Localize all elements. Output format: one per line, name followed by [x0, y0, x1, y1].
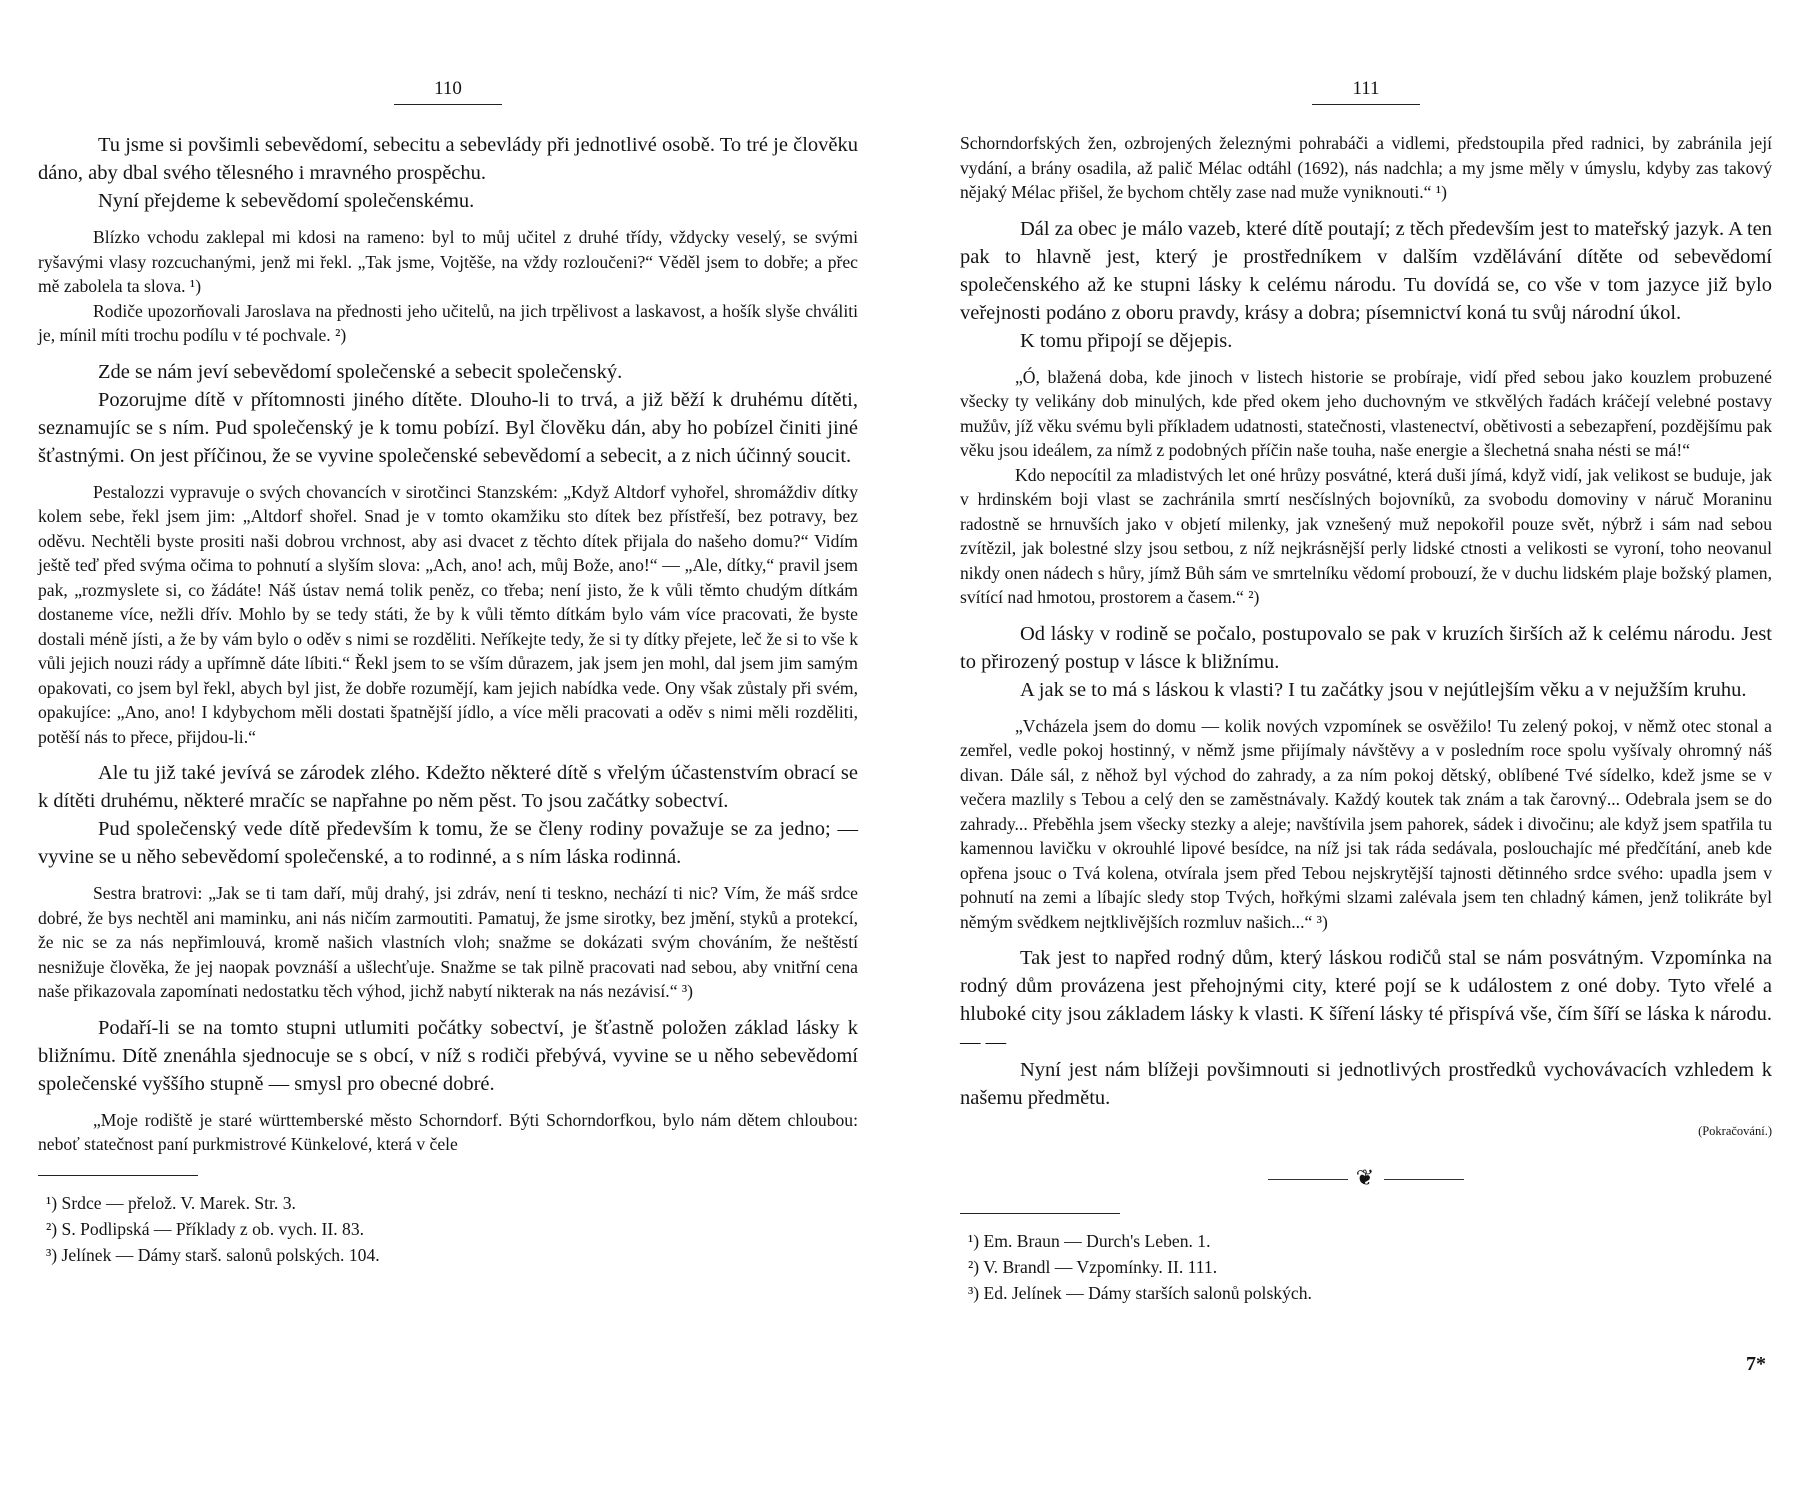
header-rule	[1312, 104, 1420, 105]
right-footnotes	[960, 1228, 1772, 1306]
paragraph: Sestra bratrovi: „Jak se ti tam daří, můj drahý, jsi zdráv, není ti teskno, nechází ti nic? Vím, že máš srdce dobré, že bys nechtěl ani maminku, ani nás ničím zarmoutiti. Pamatuj, že jsme sirotky, bez jmění, styků a protekcí, že nic se za nás nepřimlouvá, kromě našich vlastních vloh; snažme se dokázati svým chováním, že neštěstí nesnižuje člověka, že jej naopak povznáší a ušlechťuje. Snažme se tak pilně pracovati nad sebou, aby vnitřní cena naše přikazovala zapomínati nedostatku těch výhod, jichž nabytí nikterak na nás nezávisí.“ ³)	[38, 883, 858, 1001]
paragraph: Od lásky v rodině se počalo, postupovalo se pak v kruzích širších až k celému národu. Jest to přirozený postup v lásce k bližnímu.	[960, 622, 1772, 673]
page-number-left: 110	[434, 78, 462, 99]
paragraph: Nyní jest nám blížeji povšimnouti si jednotlivých prostředků vychovávacích vzhledem k našemu předmětu.	[960, 1059, 1772, 1109]
footnote: ²) V. Brandl — Vzpomínky. II. 111.	[968, 1257, 1218, 1277]
paragraph: „Moje rodiště je staré württemberské město Schorndorf. Býti Schorndorfkou, bylo nám dětem chloubou: neboť statečnost paní purkmistrové Künkelové, která v čele	[38, 1109, 858, 1154]
footnote: ¹) Em. Braun — Durch's Leben. 1.	[968, 1231, 1211, 1251]
footnote: ³) Ed. Jelínek — Dámy starších salonů polských.	[968, 1283, 1312, 1303]
paragraph: Dál za obec je málo vazeb, které dítě poutají; z těch především jest to mateřský jazyk. A ten pak to hlavně jest, který je prostředníkem v dalším vzdělávání dítěte od sebevědomí společenského až ke stupni lásky k celému národu. Tu dovídá se, co vše v tom jazyce již bylo veřejnosti podáno z oboru pravdy, krásy a dobra; písemnictví koná tu svůj národní úkol.	[960, 217, 1772, 324]
footnote: ³) Jelínek — Dámy starš. salonů polských. 104.	[46, 1244, 380, 1265]
paragraph: A jak se to má s láskou k vlasti? I tu začátky jsou v nejútlejším věku a v nejužším kruhu.	[1020, 678, 1747, 701]
paragraph: K tomu připojí se dějepis.	[1020, 329, 1233, 352]
right-body	[960, 131, 1772, 1112]
paragraph: Rodiče upozorňovali Jaroslava na přednosti jeho učitelů, na jich trpělivost a laskavost, a hošík slyše chváliti je, mínil míti trochu podílu v té pochvale. ²)	[38, 300, 858, 345]
paragraph: „Ó, blažená doba, kde jinoch v listech historie se probíraje, vidí před sebou jako kouzlem probuzené všecky ty velikány dob minulých, kde před okem jeho duchovným ve stkvělých řadách kráčejí velebné postavy mužův, jíž věku svému byli příkladem udatnosti, statečnosti, vlastenectví, obětivosti a sebezapření, pozdějšímu pak věku jsou ideálem, za nímž z podobných příčin naše touha, naše energie a šlechetná snaha nésti se má!“	[960, 366, 1772, 460]
footnote-rule	[38, 1175, 198, 1176]
paragraph: Tak jest to napřed rodný dům, který láskou rodičů stal se nám posvátným. Vzpomínka na rodný dům provázena jest přehojnými city, které pojí se k událostem z oné doby. Tyto vřelé a hluboké city jsou základem lásky k vlasti. K šíření lásky té přispívá vše, čím šíří se láska k národu. — —	[960, 947, 1772, 1053]
paragraph: Kdo nepocítil za mladistvých let oné hrůzy posvátné, která duši jímá, když vidí, jak velikost se buduje, jak v hrdinském boji vlast se zachránila smrtí nesčíslných bojovníků, za svobodu domoviny v náruč Moraninu radostně se hrnuvších jako v objetí milenky, jak vznešený muž nepokořil pouze svět, nýbrž i sám nad sebou zvítězil, jak bolestné slzy jsou setbou, z níž nejkrásnější perly lidské ctnosti a velikosti se vyroní, toho neovanul nikdy onen nádech s hůry, jímž Bůh sám ve smrtelníku vědomí probouzí, že v duchu lidském plaje božský plamen, svítící nad hmotou, prostorem a časem.“ ²)	[960, 464, 1772, 607]
paragraph: Nyní přejdeme k sebevědomí společenskému.	[98, 190, 475, 212]
signature-mark: 7*	[1746, 1353, 1766, 1375]
left-body	[38, 131, 858, 1157]
page-number-right: 111	[1352, 78, 1380, 99]
ornament-divider	[960, 1165, 1772, 1191]
paragraph: Tu jsme si povšimli sebevědomí, sebecitu a sebevlády při jednotlivé osobě. To tré je člověku dáno, aby dbal svého tělesného i mravného prospěchu.	[38, 134, 858, 184]
header-rule	[394, 104, 502, 105]
paragraph: Blízko vchodu zaklepal mi kdosi na rameno: byl to můj učitel z druhé třídy, vždycky veselý, se svými ryšavými vlasy rozcuchanými, jenž mi řekl. „Tak jsme, Vojtěše, na vždy rozloučeni?“ Věděl jsem to dobře; a přec mě zabolela ta slova. ¹)	[38, 227, 858, 296]
paragraph: Ale tu již také jevívá se zárodek zlého. Kdežto některé dítě s vřelým účastenstvím obrací se k dítěti druhému, některé mračíc se napřahne po něm pěst. To jsou začátky sobectví.	[38, 762, 858, 812]
paragraph: Zde se nám jeví sebevědomí společenské a sebecit společenský.	[98, 360, 623, 383]
paragraph: Pud společenský vede dítě především k tomu, že se členy rodiny považuje se za jedno; — vyvine se u něho sebevědomí společenské, a to rodinné, a s ním láska rodinná.	[38, 818, 858, 868]
paragraph: Schorndorfských žen, ozbrojených železnými pohrabáči a vidlemi, předstoupila před radnici, by zabránila její vydání, a brány osadila, až palič Mélac odtáhl (1692), nás nadchla; a my jsme měly v úmyslu, kdyby zas takový nějaký Mélac přišel, že bychom chtěly zase nad muže vyniknouti.“ ¹)	[960, 133, 1772, 202]
footnote: ²) S. Podlipská — Příklady z ob. vych. II. 83.	[46, 1218, 365, 1239]
footnote-rule	[960, 1213, 1120, 1214]
footnote: ¹) Srdce — přelož. V. Marek. Str. 3.	[46, 1192, 296, 1213]
paragraph: „Vcházela jsem do domu — kolik nových vzpomínek se osvěžilo! Tu zelený pokoj, v němž otec stonal a zemřel, vedle pokoj hostinný, v němž jsme přijímaly návštěvy a v posledním roce spolu vyšívaly ohromný náš divan. Dále sál, z něhož byl východ do zahrady, a za ním pokoj dětský, oblíbené Tvé sídelko, kdež jsme se v večera mazlily s Tebou a celý den se zaměstnávaly. Každý koutek tak znám a tak čarovný... Odebrala jsem se do zahrady... Přeběhla jsem všecky stezky a aleje; navštívila jsem pahorek, sádek i divočinu; ale když jsem spatřila tu kamennou lavičku v okrouhlé lipové besídce, na níž jsi tak ráda sedávala, poslouchajíc mé předčítání, aneb kde opřena jsouc o Tvá kolena, otvírala jsem před Tebou nejskrytější tajnosti dětinného srdce svého: upadla jsem v pohnutí na zemi a líbajíc sledy stop Tvých, hořkými slzami zalévala jsem ten chladný kámen, jenž tolikráte byl němým svědkem nejtklivějších rozmluv našich...“ ³)	[960, 715, 1772, 932]
ornament-icon: ❦	[1355, 1165, 1377, 1190]
left-page	[38, 78, 858, 1268]
paragraph: Podaří-li se na tomto stupni utlumiti počátky sobectví, je šťastně položen základ lásky k bližnímu. Dítě znenáhla sjednocuje se s obcí, v níž s rodiči přebývá, vyvine se u něho sebevědomí společenské vyššího stupně — smysl pro obecné dobré.	[38, 1016, 858, 1095]
continued-note: (Pokračování.)	[1698, 1124, 1772, 1138]
right-page	[960, 78, 1772, 1375]
paragraph: Pestalozzi vypravuje o svých chovancích v sirotčinci Stanzském: „Když Altdorf vyhořel, shromáždiv dítky kolem sebe, řekl jsem jim: „Altdorf shořel. Snad je v tomto okamžiku sto dítek bez přístřeší, bez potravy, bez oděvu. Nechtěli byste prositi naši dobrou vrchnost, aby asi dvacet z těchto dítek přijala do našeho domu?“ Vidím ještě teď před svýma očima to pohnutí a slyším slova: „Ach, ano! ach, můj Bože, ano!“ — „Ale, dítky,“ pravil jsem pak, „rozmyslete si, co žádáte! Náš ústav nemá tolik peněz, co třeba; není jisto, že k vůli těmto chudým dítkám dostaneme více, nežli dřív. Mohlo by se tedy státi, že by k vůli těmto dítkám bylo vám více pracovati, že byste dostali méně jísti, a že by vám bylo o oděv s nimi se rozděliti. Neříkejte tedy, že si ty dítky přejete, leč že si to vše k vůli jejich nouzi rády a upřímně dáte líbiti.“ Řekl jsem to se vším důrazem, jak jsem jen mohl, dal jsem jim samým opakovati, co jsem byl řekl, abych byl jist, že dobře rozumějí, kam jejich nabídka vede. Ony však zůstaly při svém, opakujíce: „Ano, ano! I kdybychom měli dostati špatnější jídlo, a více měli pracovati a oděv s nimi měli rozděliti, potěší nás to přece, přijdou-li.“	[38, 481, 858, 747]
paragraph: Pozorujme dítě v přítomnosti jiného dítěte. Dlouho-li to trvá, a již běží k druhému dítěti, seznamujíc se s ním. Pud společenský je k tomu pobízí. Byl člověku dán, aby ho pobízel činiti jiné šťastnými. On jest příčinou, že se vyvine společenské sebevědomí a sebecit, a z nich účinný soucit.	[38, 388, 858, 467]
left-footnotes	[38, 1190, 858, 1268]
